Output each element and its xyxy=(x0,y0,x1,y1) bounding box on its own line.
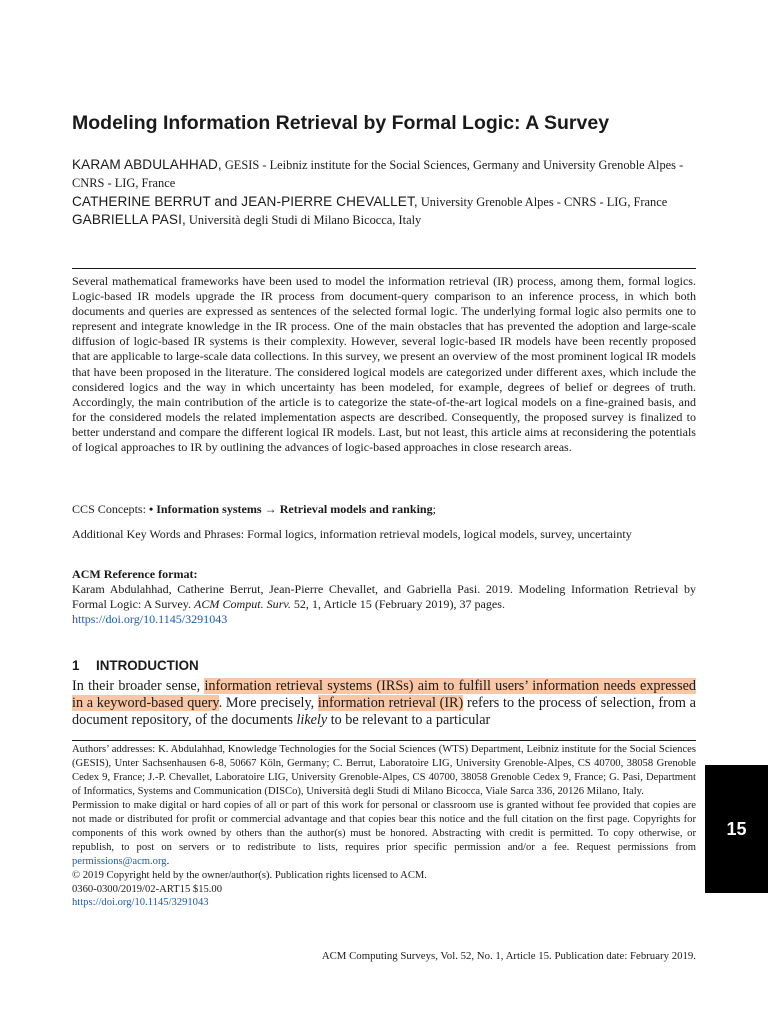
paper-title: Modeling Information Retrieval by Formal Logic: A Survey xyxy=(72,112,610,134)
author-block xyxy=(72,156,696,229)
section-title: INTRODUCTION xyxy=(96,658,199,673)
authors-addresses: Authors’ addresses: K. Abdulahhad, Knowledge Technologies for the Social Sciences (WTS) Department, Leibniz institute for the Social Sciences (GESIS), Unter Sachsenhausen 6-8, 50667 Köln, Germany; C. Berrut, Laboratoire LIG, University Grenoble-Alpes, CS 40700, 38058 Grenoble Cedex 9, France; J.-P. Chevallet, Laboratoire LIG, University Grenoble-Alpes, CS 40700, 38058 Grenoble Cedex 9, France; G. Pasi, Department of Informatics, Systems and Communication (DISCo), Università degli Studi di Milano Bicocca, Viale Sarca 336, 20126 Milano, Italy. xyxy=(72,744,696,797)
page-number-tab xyxy=(705,765,768,893)
keywords-text: Formal logics, information retrieval models, logical models, survey, uncertainty xyxy=(247,527,632,541)
reference-tail: 52, 1, Article 15 (February 2019), 37 pages. xyxy=(290,597,505,612)
ccs-bullet: • xyxy=(148,502,157,516)
section-heading xyxy=(72,658,199,673)
permission-end: . xyxy=(166,855,170,867)
abstract-divider xyxy=(72,268,696,269)
intro-text: to be relevant to a particular xyxy=(327,712,491,729)
intro-emphasis: likely xyxy=(296,712,328,729)
intro-paragraph xyxy=(72,678,696,729)
author-entry xyxy=(72,211,696,229)
permissions-email-link[interactable]: permissions@acm.org xyxy=(72,855,167,867)
running-footer: ACM Computing Surveys, Vol. 52, No. 1, Article 15. Publication date: February 2019. xyxy=(321,950,696,962)
footnote-divider xyxy=(72,740,696,741)
ccs-label: CCS Concepts: xyxy=(72,502,149,516)
author-affiliation: GESIS - Leibniz institute for the Social Sciences, Germany and University Grenoble Alpes - CNRS - LIG, France xyxy=(72,158,684,191)
highlight[interactable]: information retrieval (IR) xyxy=(317,695,464,712)
intro-text: . More precisely, xyxy=(218,695,318,712)
acm-reference xyxy=(72,567,696,627)
section-number: 1 xyxy=(72,658,80,673)
abstract-text: Several mathematical frameworks have been used to model the information retrieval (IR) process, among them, formal logics. Logic-based IR models upgrade the IR process from document-query comparison to an inference process, in which both documents and queries are expressed as sentences of the selected formal logic. The underlying formal logic also permits one to represent and integrate knowledge in the IR process. One of the main obstacles that has prevented the adoption and large-scale diffusion of logic-based IR systems is their complexity. However, several logic-based IR models have been recently proposed that are applicable to large-scale data collections. In this survey, we present an overview of the most prominent logical IR models that have been proposed in the literature. The considered logical models are categorized under different axes, which include the considered logics and the way in which uncertainty has been modeled, for example, degrees of belief or degrees of truth. Accordingly, the main contribution of the article is to categorize the state-of-the-art logical models on a fine-grained basis, and for the considered models the related implementation aspects are described. Consequently, the proposed survey is finalized to better understand and compare the different logical IR models. Last, but not least, this article aims at reconsidering the potentials of logical approaches to IR by outlining the advances of logic-based approaches in close research areas. xyxy=(72,274,696,455)
author-name: CATHERINE BERRUT and JEAN-PIERRE CHEVALLET, xyxy=(72,193,418,209)
intro-text: In their broader sense, xyxy=(72,678,205,694)
ccs-concept: Retrieval models and ranking xyxy=(279,502,433,516)
keywords xyxy=(72,527,696,542)
author-affiliation: Università degli Studi di Milano Bicocca, Italy xyxy=(185,212,422,227)
permission-notice xyxy=(72,799,696,869)
issn-line: 0360-0300/2019/02-ART15 $15.00 xyxy=(72,883,223,895)
highlight[interactable]: information retrieval systems (IRSs) aim to fulfill users’ information needs expressed in a keyword-based query xyxy=(72,678,696,712)
ccs-concepts xyxy=(72,502,696,517)
author-name: GABRIELLA PASI, xyxy=(72,211,186,227)
doi-link[interactable]: https://doi.org/10.1145/3291043 xyxy=(72,612,228,627)
page-number: 15 xyxy=(726,818,747,839)
reference-heading: ACM Reference format: xyxy=(72,567,198,581)
author-affiliation: University Grenoble Alpes - CNRS - LIG, France xyxy=(417,194,668,209)
author-name: KARAM ABDULAHHAD, xyxy=(72,157,222,172)
ccs-end: ; xyxy=(432,502,436,516)
author-entry xyxy=(72,156,696,193)
ccs-concept: Information systems xyxy=(156,502,262,516)
ccs-arrow: → xyxy=(261,502,280,516)
intro-text: refers to the process of selection, from a document repository, of the documents xyxy=(72,695,696,729)
author-entry xyxy=(72,193,696,211)
reference-text: Karam Abdulahhad, Catherine Berrut, Jean-Pierre Chevallet, and Gabriella Pasi. 2019. Modeling Information Retrieval by Formal Logic: A Survey. xyxy=(72,582,696,612)
copyright-line: © 2019 Copyright held by the owner/author(s). Publication rights licensed to ACM. xyxy=(72,869,427,881)
footnotes xyxy=(72,743,696,910)
footnote-doi-link[interactable]: https://doi.org/10.1145/3291043 xyxy=(72,897,209,909)
permission-text: Permission to make digital or hard copies of all or part of this work for personal or classroom use is granted without fee provided that copies are not made or distributed for profit or commercial advantage and that copies bear this notice and the full citation on the first page. Copyrights for components of this work owned by others than the author(s) must be honored. Abstracting with credit is permitted. To copy otherwise, or republish, to post on servers or to redistribute to lists, requires prior specific permission and/or a fee. Request permissions from xyxy=(72,799,696,853)
reference-journal: ACM Comput. Surv. xyxy=(194,597,291,612)
keywords-label: Additional Key Words and Phrases: xyxy=(72,527,248,541)
